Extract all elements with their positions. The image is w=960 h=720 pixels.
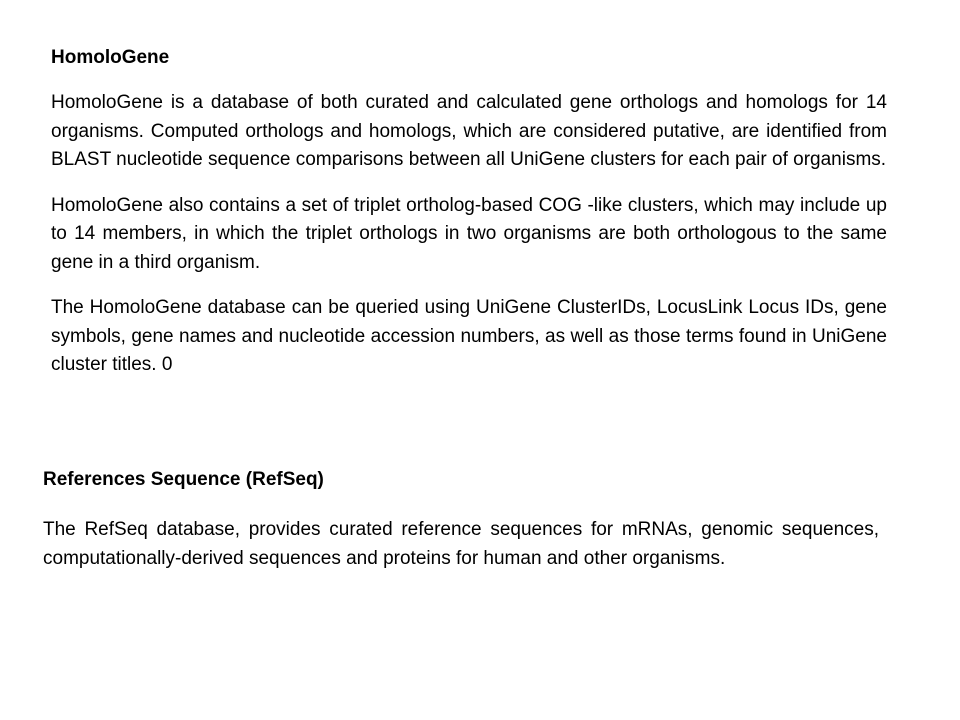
homologene-paragraph-3: The HomoloGene database can be queried using UniGene ClusterIDs, LocusLink Locus IDs, gene symbols, gene names and nucleotide accession numbers, as well as those terms found in UniGene cluster titles. 0	[51, 297, 887, 375]
refseq-section	[43, 466, 879, 590]
homologene-paragraph-2: HomoloGene also contains a set of triplet ortholog-based COG -like clusters, which may include up to 14 members, in which the triplet orthologs in two organisms are both orthologous to the same gene in a third organism.	[51, 194, 887, 273]
homologene-section	[51, 44, 887, 397]
refseq-heading: References Sequence (RefSeq)	[43, 469, 324, 490]
refseq-paragraph-1: The RefSeq database, provides curated reference sequences for mRNAs, genomic sequences, computationally-derived sequences and proteins for human and other organisms.	[43, 519, 879, 569]
homologene-paragraph-1: HomoloGene is a database of both curated and calculated gene orthologs and homologs for 14 organisms. Computed orthologs and homologs, which are considered putative, are identified from BLAST nucleotide sequence comparisons between all UniGene clusters for each pair of organisms.	[51, 92, 887, 170]
homologene-heading: HomoloGene	[51, 47, 170, 68]
